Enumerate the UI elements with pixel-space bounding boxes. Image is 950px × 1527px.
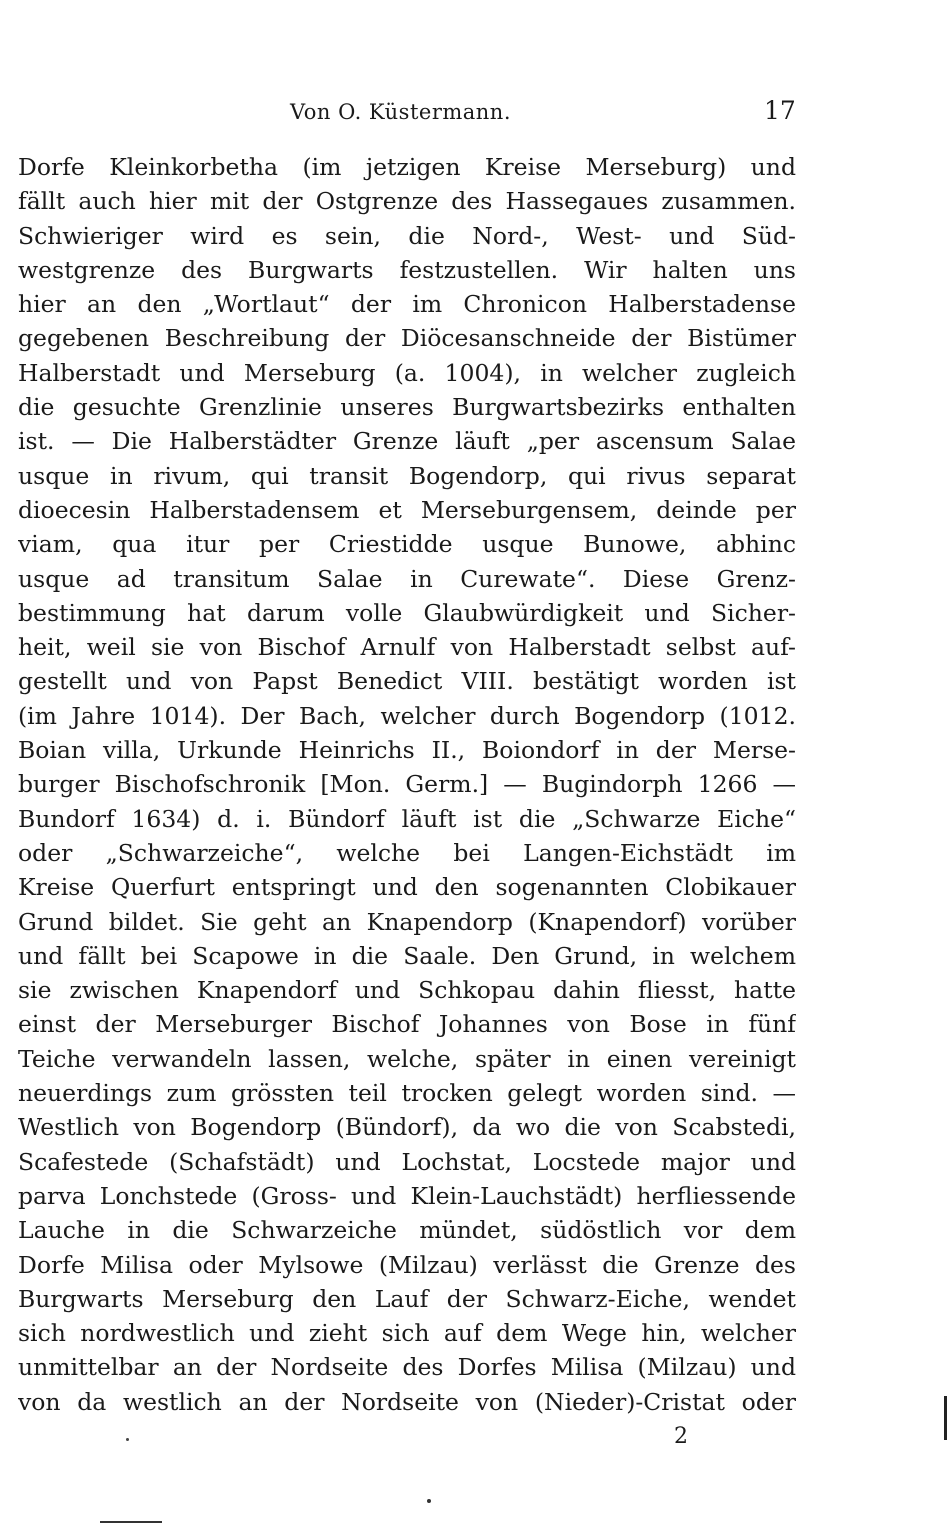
text-line: oder „Schwarzeiche“, welche bei Langen-Eichstädt im	[18, 838, 796, 867]
speck	[427, 1499, 431, 1503]
body-text	[18, 150, 796, 1419]
text-line: usque in rivum, qui transit Bogendorp, qui rivus separat	[18, 461, 796, 490]
text-line: Halberstadt und Merseburg (a. 1004), in welcher zugleich	[18, 358, 796, 387]
page-header	[0, 96, 950, 130]
text-line: einst der Merseburger Bischof Johannes von Bose in fünf	[18, 1010, 796, 1039]
text-line: Bundorf 1634) d. i. Bündorf läuft ist die „Schwarze Eiche“	[18, 804, 796, 833]
text-line: neuerdings zum grössten teil trocken gelegt worden sind. —	[18, 1079, 796, 1108]
text-line: (im Jahre 1014). Der Bach, welcher durch Bogendorp (1012.	[18, 701, 796, 730]
text-line: Dorfe Kleinkorbetha (im jetzigen Kreise Merseburg) und	[18, 153, 796, 181]
text-line: von da westlich an der Nordseite von (Nieder)-Cristat oder	[18, 1387, 796, 1416]
text-line: fällt auch hier mit der Ostgrenze des Hassegaues zusammen.	[18, 187, 796, 216]
text-line: die gesuchte Grenzlinie unseres Burgwartsbezirks enthalten	[18, 393, 796, 422]
text-line: Schwieriger wird es sein, die Nord-, West- und Süd-	[18, 221, 796, 250]
text-line: Kreise Querfurt entspringt und den sogenannten Clobikauer	[18, 873, 796, 902]
text-line: usque ad transitum Salae in Curewate“. Diese Grenz-	[18, 564, 796, 593]
text-line: und fällt bei Scapowe in die Saale. Den Grund, in welchem	[18, 941, 796, 970]
text-line: parva Lonchstede (Gross- und Klein-Lauchstädt) herfliessende	[18, 1181, 796, 1210]
running-head: Von O. Küstermann.	[290, 100, 512, 124]
text-line: burger Bischofschronik [Mon. Germ.] — Bugindorph 1266 —	[18, 770, 796, 799]
text-line: heit, weil sie von Bischof Arnulf von Halberstadt selbst auf-	[18, 633, 796, 662]
text-line: Lauche in die Schwarzeiche mündet, südöstlich vor dem	[18, 1216, 796, 1245]
text-line: Scafestede (Schafstädt) und Lochstat, Locstede major und	[18, 1147, 796, 1176]
footer-rule	[100, 1521, 162, 1523]
text-line: ist. — Die Halberstädter Grenze läuft „per ascensum Salae	[18, 427, 796, 456]
text-line: sich nordwestlich und zieht sich auf dem Wege hin, welcher	[18, 1319, 796, 1348]
text-line: gegebenen Beschreibung der Diöcesanschneide der Bistümer	[18, 324, 796, 353]
text-line: Westlich von Bogendorp (Bündorf), da wo die von Scabstedi,	[18, 1113, 796, 1142]
text-line: hier an den „Wortlaut“ der im Chronicon Halberstadense	[18, 290, 796, 319]
text-line: bestimmung hat darum volle Glaubwürdigkeit und Sicher-	[18, 598, 796, 627]
page-number: 17	[764, 96, 796, 125]
text-line: gestellt und von Papst Benedict VIII. bestätigt worden ist	[18, 667, 796, 696]
text-line: westgrenze des Burgwarts festzustellen. Wir halten uns	[18, 255, 796, 284]
signature-mark: 2	[674, 1424, 688, 1449]
text-line: sie zwischen Knapendorf und Schkopau dahin fliesst, hatte	[18, 976, 796, 1005]
text-line: dioecesin Halberstadensem et Merseburgensem, deinde per	[18, 495, 796, 524]
margin-mark	[944, 1396, 947, 1440]
text-line: Dorfe Milisa oder Mylsowe (Milzau) verlässt die Grenze des	[18, 1250, 796, 1279]
text-line: Burgwarts Merseburg den Lauf der Schwarz-Eiche, wendet	[18, 1284, 796, 1313]
text-line: viam, qua itur per Criestidde usque Bunowe, abhinc	[18, 530, 796, 559]
text-line: Grund bildet. Sie geht an Knapendorp (Knapendorf) vorüber	[18, 907, 796, 936]
text-line: Boian villa, Urkunde Heinrichs II., Boiondorf in der Merse-	[18, 736, 796, 765]
speck	[126, 1438, 129, 1441]
text-line: Teiche verwandeln lassen, welche, später in einen vereinigt	[18, 1044, 796, 1073]
text-line: unmittelbar an der Nordseite des Dorfes Milisa (Milzau) und	[18, 1353, 796, 1382]
